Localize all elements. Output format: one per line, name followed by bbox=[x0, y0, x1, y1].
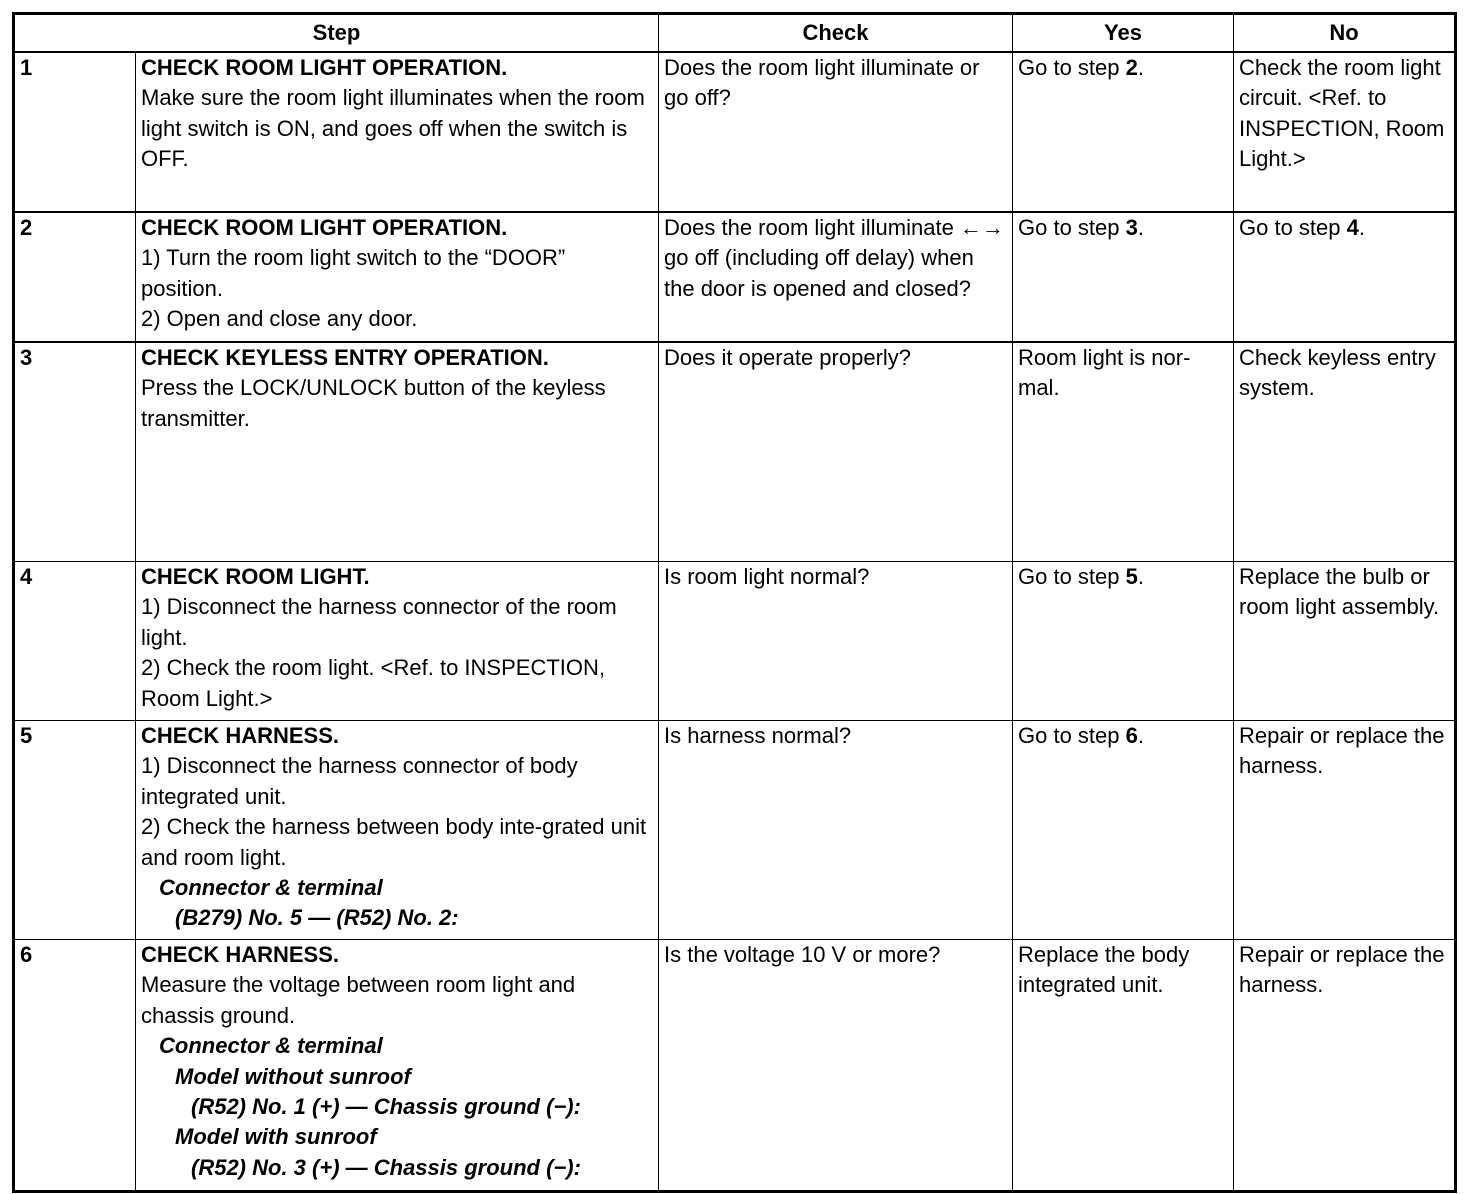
step-body: Press the LOCK/UNLOCK button of the keyless transmitter. bbox=[141, 375, 606, 431]
step-cell bbox=[136, 212, 659, 342]
check-cell: Does the room light illuminate or go off? bbox=[659, 52, 1013, 212]
diagnosis-table bbox=[12, 12, 1457, 1193]
step-substep: 1) Disconnect the harness connector of body integrated unit. bbox=[141, 753, 578, 809]
spec-label: Connector & terminal bbox=[159, 1033, 383, 1059]
step-title: CHECK ROOM LIGHT. bbox=[141, 564, 370, 589]
yes-cell: Go to step 2. bbox=[1013, 52, 1234, 212]
yes-step-ref: 6 bbox=[1125, 723, 1138, 748]
step-title: CHECK ROOM LIGHT OPERATION. bbox=[141, 215, 508, 240]
no-step-ref: 4 bbox=[1346, 215, 1359, 240]
yes-step-ref: 3 bbox=[1125, 215, 1138, 240]
step-substep: 2) Open and close any door. bbox=[141, 306, 418, 332]
no-cell: Check keyless entry system. bbox=[1234, 342, 1456, 562]
table-row bbox=[14, 342, 1456, 562]
no-cell: Repair or replace the harness. bbox=[1234, 940, 1456, 1192]
yes-cell: Go to step 5. bbox=[1013, 562, 1234, 721]
header-row bbox=[14, 14, 1456, 53]
yes-cell: Go to step 3. bbox=[1013, 212, 1234, 342]
table-row bbox=[14, 940, 1456, 1192]
table-row bbox=[14, 562, 1456, 721]
step-cell bbox=[136, 562, 659, 721]
step-cell bbox=[136, 52, 659, 212]
check-cell: Is room light normal? bbox=[659, 562, 1013, 721]
spec-value: (R52) No. 3 (+) — Chassis ground (−): bbox=[191, 1154, 581, 1180]
yes-cell: Replace the body integrated unit. bbox=[1013, 940, 1234, 1192]
no-cell: Check the room light circuit. <Ref. to INSPECTION, Room Light.> bbox=[1234, 52, 1456, 212]
check-cell: Does it operate properly? bbox=[659, 342, 1013, 562]
step-substep: 2) Check the room light. <Ref. to INSPECTION, Room Light.> bbox=[141, 655, 605, 711]
step-body: Make sure the room light illuminates when the room light switch is ON, and goes off when the switch is OFF. bbox=[141, 85, 645, 172]
header-check: Check bbox=[659, 14, 1013, 53]
step-number: 5 bbox=[14, 721, 136, 940]
yes-step-ref: 5 bbox=[1125, 564, 1138, 589]
step-substep: 1) Turn the room light switch to the “DOOR” position. bbox=[141, 245, 566, 301]
table-row bbox=[14, 721, 1456, 940]
table-row bbox=[14, 212, 1456, 342]
step-cell bbox=[136, 342, 659, 562]
model-label: Model without sunroof bbox=[175, 1063, 411, 1089]
check-cell: Does the room light illuminate ←→ go off (including off delay) when the door is opened and closed? bbox=[659, 212, 1013, 342]
yes-step-ref: 2 bbox=[1125, 55, 1138, 80]
no-cell: Repair or replace the harness. bbox=[1234, 721, 1456, 940]
yes-cell: Room light is nor-mal. bbox=[1013, 342, 1234, 562]
yes-cell: Go to step 6. bbox=[1013, 721, 1234, 940]
no-cell: Go to step 4. bbox=[1234, 212, 1456, 342]
header-yes: Yes bbox=[1013, 14, 1234, 53]
step-substep: 1) Disconnect the harness connector of the room light. bbox=[141, 594, 617, 650]
step-number: 3 bbox=[14, 342, 136, 562]
no-cell: Replace the bulb or room light assembly. bbox=[1234, 562, 1456, 721]
header-no: No bbox=[1234, 14, 1456, 53]
model-label: Model with sunroof bbox=[175, 1124, 377, 1150]
spec-value: (B279) No. 5 — (R52) No. 2: bbox=[175, 905, 459, 931]
step-number: 2 bbox=[14, 212, 136, 342]
table-row bbox=[14, 52, 1456, 212]
check-cell: Is the voltage 10 V or more? bbox=[659, 940, 1013, 1192]
step-number: 6 bbox=[14, 940, 136, 1192]
step-cell bbox=[136, 940, 659, 1192]
spec-label: Connector & terminal bbox=[159, 875, 383, 901]
spec-value: (R52) No. 1 (+) — Chassis ground (−): bbox=[191, 1094, 581, 1120]
header-step: Step bbox=[14, 14, 659, 53]
step-cell bbox=[136, 721, 659, 940]
step-body: Measure the voltage between room light and chassis ground. bbox=[141, 972, 576, 1028]
step-title: CHECK HARNESS. bbox=[141, 942, 340, 967]
step-substep: 2) Check the harness between body inte-grated unit and room light. bbox=[141, 814, 647, 870]
step-title: CHECK HARNESS. bbox=[141, 723, 340, 748]
step-title: CHECK KEYLESS ENTRY OPERATION. bbox=[141, 345, 549, 370]
step-number: 4 bbox=[14, 562, 136, 721]
step-title: CHECK ROOM LIGHT OPERATION. bbox=[141, 55, 508, 80]
step-number: 1 bbox=[14, 52, 136, 212]
check-cell: Is harness normal? bbox=[659, 721, 1013, 940]
